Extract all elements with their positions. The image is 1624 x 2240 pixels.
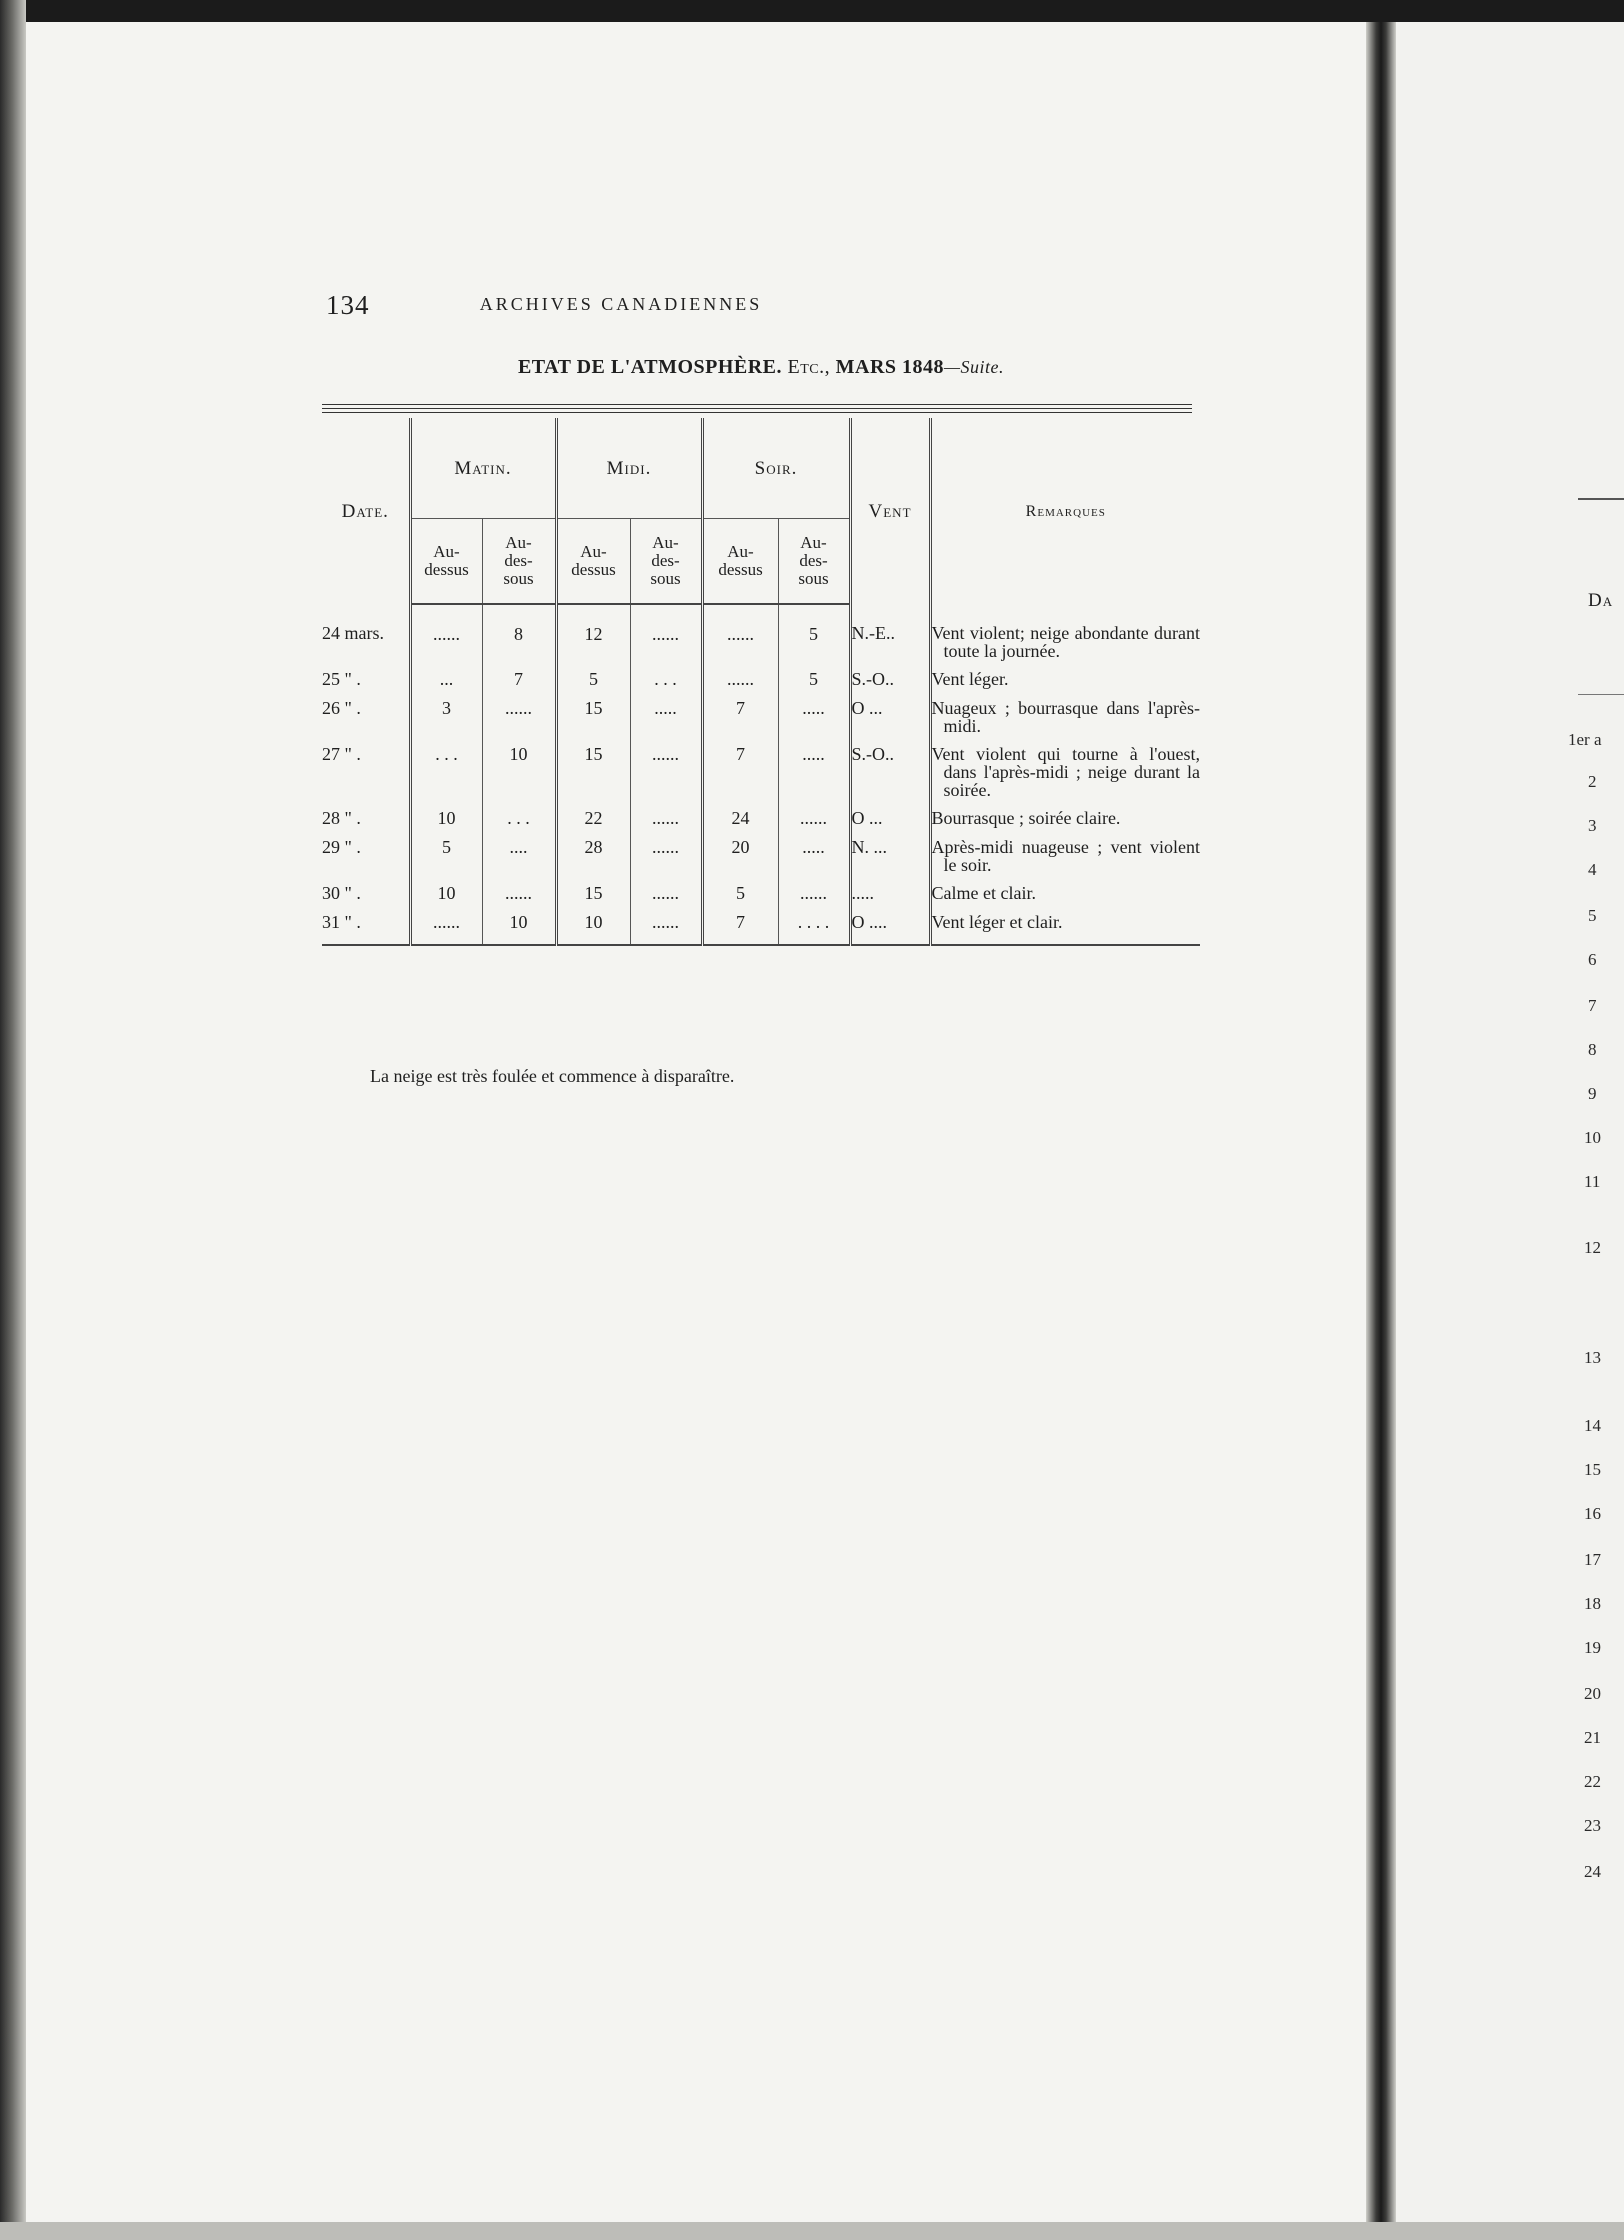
header-midi-au-dessus: Au- dessus xyxy=(556,519,630,605)
cell-midi-dessus: 15 xyxy=(556,739,630,803)
cell-soir-dessous: 5 xyxy=(778,604,850,664)
cell-midi-dessous: . . . xyxy=(630,664,702,693)
table-title xyxy=(326,356,1196,379)
table-title-etc: Etc., xyxy=(787,356,831,378)
cell-soir-dessus: ...... xyxy=(702,604,778,664)
cell-soir-dessous: ..... xyxy=(778,693,850,739)
facing-row-label: 23 xyxy=(1584,1816,1601,1835)
book-edge-left xyxy=(0,0,26,2240)
table-row xyxy=(322,693,1200,739)
cell-midi-dessous: ..... xyxy=(630,693,702,739)
cell-date: 25 " . xyxy=(322,669,361,689)
facing-row-label: 9 xyxy=(1588,1084,1597,1103)
facing-row-label: 6 xyxy=(1588,950,1597,969)
cell-vent: N.-E.. xyxy=(850,604,930,664)
facing-row-label: 2 xyxy=(1588,772,1597,791)
scan-border-top xyxy=(0,0,1624,22)
cell-date: 26 " . xyxy=(322,698,361,718)
cell-vent: O ... xyxy=(850,803,930,832)
cell-date: 27 " . xyxy=(322,744,361,764)
left-page xyxy=(26,22,1366,2222)
cell-matin-dessus: 10 xyxy=(410,878,482,907)
cell-midi-dessous: ...... xyxy=(630,907,702,945)
running-head xyxy=(326,290,916,320)
cell-remarques xyxy=(930,878,1200,907)
cell-remarques xyxy=(930,739,1200,803)
cell-matin-dessous: ...... xyxy=(482,693,556,739)
cell-remarques xyxy=(930,693,1200,739)
cell-midi-dessus: 15 xyxy=(556,693,630,739)
header-midi: Midi. xyxy=(556,418,702,519)
table-title-suite: —Suite. xyxy=(944,357,1005,377)
facing-row-label: 24 xyxy=(1584,1862,1601,1881)
cell-matin-dessous: . . . xyxy=(482,803,556,832)
facing-row-label: 10 xyxy=(1584,1128,1601,1147)
cell-vent: ..... xyxy=(850,878,930,907)
table-top-rule xyxy=(322,404,1192,405)
footnote: La neige est très foulée et commence à disparaître. xyxy=(370,1066,735,1086)
header-remarques: Remarques xyxy=(930,418,1200,604)
cell-soir-dessus: 5 xyxy=(702,878,778,907)
cell-soir-dessus: 7 xyxy=(702,907,778,945)
cell-vent: O .... xyxy=(850,907,930,945)
facing-row-label: 1er a xyxy=(1568,730,1602,749)
cell-midi-dessus: 15 xyxy=(556,878,630,907)
remarques-text: Vent violent qui tourne à l'ouest, dans l'après-midi ; neige durant la soirée. xyxy=(931,744,1201,800)
facing-row-label: 3 xyxy=(1588,816,1597,835)
cell-vent: S.-O.. xyxy=(850,664,930,693)
remarques-text: Vent léger. xyxy=(931,669,1009,689)
cell-matin-dessous: 10 xyxy=(482,739,556,803)
remarques-text: Vent violent; neige abondante durant toute la journée. xyxy=(931,623,1201,661)
cell-midi-dessus: 12 xyxy=(556,604,630,664)
cell-matin-dessous: ...... xyxy=(482,878,556,907)
cell-remarques xyxy=(930,907,1200,945)
weather-table xyxy=(322,418,1200,946)
cell-soir-dessus: 7 xyxy=(702,739,778,803)
facing-page-header: Da xyxy=(1588,590,1614,611)
remarques-text: Après-midi nuageuse ; vent violent le soir. xyxy=(931,837,1201,875)
header-soir-au-dessous: Au- des- sous xyxy=(778,519,850,605)
table-row xyxy=(322,907,1200,945)
cell-midi-dessus: 22 xyxy=(556,803,630,832)
cell-remarques xyxy=(930,664,1200,693)
cell-remarques xyxy=(930,604,1200,664)
cell-soir-dessous: ...... xyxy=(778,803,850,832)
facing-row-label: 7 xyxy=(1588,996,1597,1015)
header-midi-au-dessous: Au- des- sous xyxy=(630,519,702,605)
cell-midi-dessus: 5 xyxy=(556,664,630,693)
header-soir-au-dessus: Au- dessus xyxy=(702,519,778,605)
cell-soir-dessus: 24 xyxy=(702,803,778,832)
cell-matin-dessus: ...... xyxy=(410,604,482,664)
cell-soir-dessus: ...... xyxy=(702,664,778,693)
facing-row-label: 4 xyxy=(1588,860,1597,879)
cell-soir-dessous: ..... xyxy=(778,832,850,878)
cell-soir-dessus: 7 xyxy=(702,693,778,739)
cell-midi-dessous: ...... xyxy=(630,604,702,664)
cell-soir-dessous: . . . . xyxy=(778,907,850,945)
cell-matin-dessous: 8 xyxy=(482,604,556,664)
facing-row-label: 12 xyxy=(1584,1238,1601,1257)
remarques-text: Vent léger et clair. xyxy=(931,912,1063,932)
facing-page-rule xyxy=(1578,498,1624,500)
remarques-text: Bourrasque ; soirée claire. xyxy=(931,808,1121,828)
facing-row-label: 15 xyxy=(1584,1460,1601,1479)
facing-row-label: 8 xyxy=(1588,1040,1597,1059)
header-vent: Vent xyxy=(850,418,930,604)
header-matin: Matin. xyxy=(410,418,556,519)
header-matin-au-dessus: Au- dessus xyxy=(410,519,482,605)
facing-row-label: 21 xyxy=(1584,1728,1601,1747)
cell-vent: O ... xyxy=(850,693,930,739)
cell-date: 31 " . xyxy=(322,907,410,945)
scan-border-bottom xyxy=(0,2222,1624,2240)
table-top-rule-2 xyxy=(322,408,1192,409)
cell-soir-dessous: ..... xyxy=(778,739,850,803)
cell-matin-dessus: 5 xyxy=(410,832,482,878)
cell-midi-dessus: 28 xyxy=(556,832,630,878)
cell-matin-dessus: 10 xyxy=(410,803,482,832)
cell-midi-dessous: ...... xyxy=(630,832,702,878)
table-top-rule-3 xyxy=(322,412,1192,413)
table-title-month: MARS 1848 xyxy=(835,356,945,378)
facing-row-label: 22 xyxy=(1584,1772,1601,1791)
cell-matin-dessus: 3 xyxy=(410,693,482,739)
table-row xyxy=(322,832,1200,878)
cell-matin-dessus: ...... xyxy=(410,907,482,945)
table-title-main: ETAT DE L'ATMOSPHÈRE. xyxy=(517,356,783,378)
cell-date: 29 " . xyxy=(322,837,361,857)
facing-row-label: 16 xyxy=(1584,1504,1601,1523)
book-gutter xyxy=(1366,22,1396,2222)
cell-midi-dessus: 10 xyxy=(556,907,630,945)
cell-midi-dessous: ...... xyxy=(630,878,702,907)
header-soir: Soir. xyxy=(702,418,850,519)
facing-page xyxy=(1396,22,1624,2222)
facing-row-label: 19 xyxy=(1584,1638,1601,1657)
facing-row-label: 20 xyxy=(1584,1684,1601,1703)
cell-date: 28 " . xyxy=(322,808,361,828)
running-title: ARCHIVES CANADIENNES xyxy=(479,294,763,314)
table-row xyxy=(322,604,1200,664)
page-number: 134 xyxy=(326,290,370,320)
cell-matin-dessous: 7 xyxy=(482,664,556,693)
remarques-text: Calme et clair. xyxy=(931,883,1036,903)
table-row xyxy=(322,803,1200,832)
cell-midi-dessous: ...... xyxy=(630,803,702,832)
header-matin-au-dessous: Au- des- sous xyxy=(482,519,556,605)
cell-matin-dessus: . . . xyxy=(410,739,482,803)
cell-vent: S.-O.. xyxy=(850,739,930,803)
cell-soir-dessous: 5 xyxy=(778,664,850,693)
cell-date: 30 " . xyxy=(322,883,361,903)
cell-soir-dessous: ...... xyxy=(778,878,850,907)
facing-row-label: 18 xyxy=(1584,1594,1601,1613)
cell-remarques xyxy=(930,803,1200,832)
cell-soir-dessus: 20 xyxy=(702,832,778,878)
facing-row-label: 17 xyxy=(1584,1550,1601,1569)
facing-row-label: 11 xyxy=(1584,1172,1601,1191)
remarques-text: Nuageux ; bourrasque dans l'après-midi. xyxy=(931,698,1201,736)
table-row xyxy=(322,878,1200,907)
facing-page-rule-2 xyxy=(1578,694,1624,695)
cell-date: 24 mars. xyxy=(322,623,384,643)
header-date: Date. xyxy=(341,500,389,522)
table-row xyxy=(322,739,1200,803)
table-row xyxy=(322,664,1200,693)
cell-vent: N. ... xyxy=(850,832,930,878)
cell-matin-dessous: .... xyxy=(482,832,556,878)
facing-row-label: 5 xyxy=(1588,906,1597,925)
facing-row-label: 13 xyxy=(1584,1348,1601,1367)
cell-remarques xyxy=(930,832,1200,878)
cell-matin-dessus: ... xyxy=(410,664,482,693)
facing-row-label: 14 xyxy=(1584,1416,1601,1435)
cell-matin-dessous: 10 xyxy=(482,907,556,945)
cell-midi-dessous: ...... xyxy=(630,739,702,803)
